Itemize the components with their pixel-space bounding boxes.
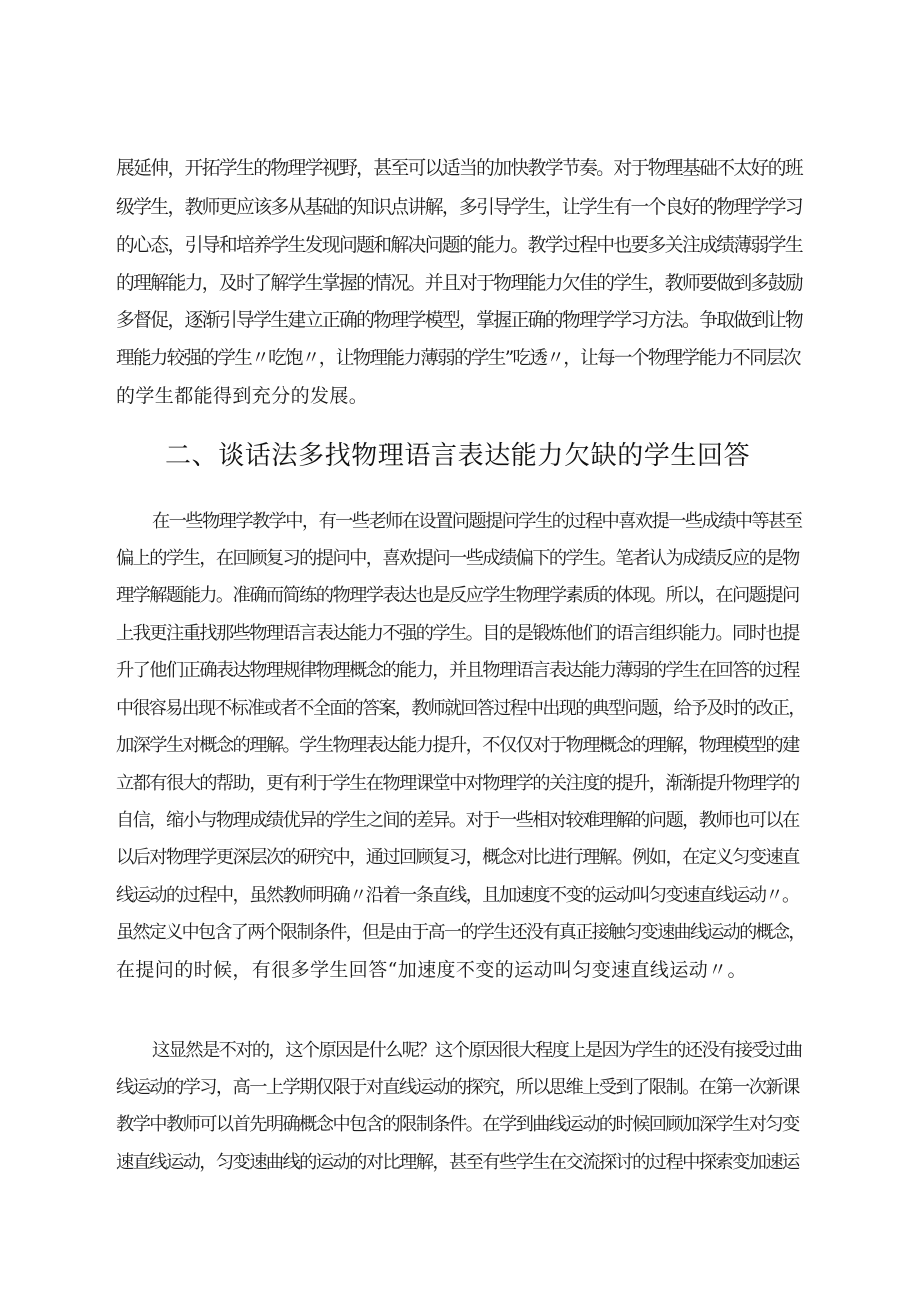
text-line: 上我更注重找那些物理语言表达能力不强的学生。目的是锻炼他们的语言组织能力。同时也提: [116, 623, 799, 644]
text-line: 展延伸，开拓学生的物理学视野，甚至可以适当的加快教学节奏。对于物理基础不太好的班: [116, 158, 802, 179]
text-line: 的心态，引导和培养学生发现问题和解决问题的能力。教学过程中也要多关注成绩薄弱学生: [116, 235, 802, 256]
text-line: 理能力较强的学生〃吃饱〃，让物理能力薄弱的学生”吃透〃，让每一个物理学能力不同层次: [116, 348, 800, 369]
text-line: 多督促，逐渐引导学生建立正确的物理学模型，掌握正确的物理学学习方法。争取做到让物: [116, 310, 802, 331]
text-line: 线运动的学习，高一上学期仅限于对直线运动的探究，所以思维上受到了限制。在第一次新课: [116, 1077, 799, 1098]
text-line: 在一些物理学教学中，有一些老师在设置问题提问学生的过程中喜欢提一些成绩中等甚至: [152, 511, 802, 532]
text-line: 线运动的过程中，虽然教师明确〃沿着一条直线，且加速度不变的运动叫匀变速直线运动〃。: [116, 885, 799, 906]
section-heading: 二、谈话法多找物理语言表达能力欠缺的学生回答: [165, 441, 751, 471]
text-line: 速直线运动，匀变速曲线的运动的对比理解，甚至有些学生在交流探讨的过程中探索变加速运: [116, 1152, 799, 1173]
text-line: 自信，缩小与物理成绩优异的学生之间的差异。对于一些相对较难理解的问题，教师也可以在: [116, 810, 799, 831]
text-line: 以后对物理学更深层次的研究中，通过回顾复习，概念对比进行理解。例如，在定义匀变速直: [116, 847, 799, 868]
text-line: 教学中教师可以首先明确概念中包含的限制条件。在学到曲线运动的时候回顾加深学生对匀变: [116, 1114, 799, 1135]
text-line: 中很容易出现不标准或者不全面的答案，教师就回答过程中出现的典型问题，给予及时的改正，: [116, 698, 805, 719]
text-line: 虽然定义中包含了两个限制条件，但是由于高一的学生还没有真正接触匀变速曲线运动的概念，: [116, 922, 805, 943]
text-line: 偏上的学生，在回顾复习的提问中，喜欢提问一些成绩偏下的学生。笔者认为成绩反应的是物: [116, 548, 799, 569]
text-line: 理学解题能力。准确而简练的物理学表达也是反应学生物理学素质的体现。所以，在问题提问: [116, 585, 799, 606]
text-line: 这显然是不对的，这个原因是什么呢？这个原因很大程度上是因为学生的还没有接受过曲: [152, 1040, 802, 1061]
text-line: 立都有很大的帮助，更有利于学生在物理课堂中对物理学的关注度的提升，渐渐提升物理学的: [116, 773, 799, 794]
text-line: 级学生，教师更应该多从基础的知识点讲解，多引导学生，让学生有一个良好的物理学学习: [116, 197, 802, 218]
text-line: 加深学生对概念的理解。学生物理表达能力提升，不仅仅对于物理概念的理解，物理模型的建: [116, 735, 799, 756]
text-line: 升了他们正确表达物理规律物理概念的能力，并且物理语言表达能力薄弱的学生在回答的过程: [116, 660, 799, 681]
text-line: 的理解能力，及时了解学生掌握的情况。并且对于物理能力欠佳的学生，教师要做到多鼓励: [116, 273, 802, 294]
text-line: 的学生都能得到充分的发展。: [116, 385, 369, 407]
text-line: 在提问的时候，有很多学生回答“加速度不变的运动叫匀变速直线运动〃。: [116, 959, 747, 981]
